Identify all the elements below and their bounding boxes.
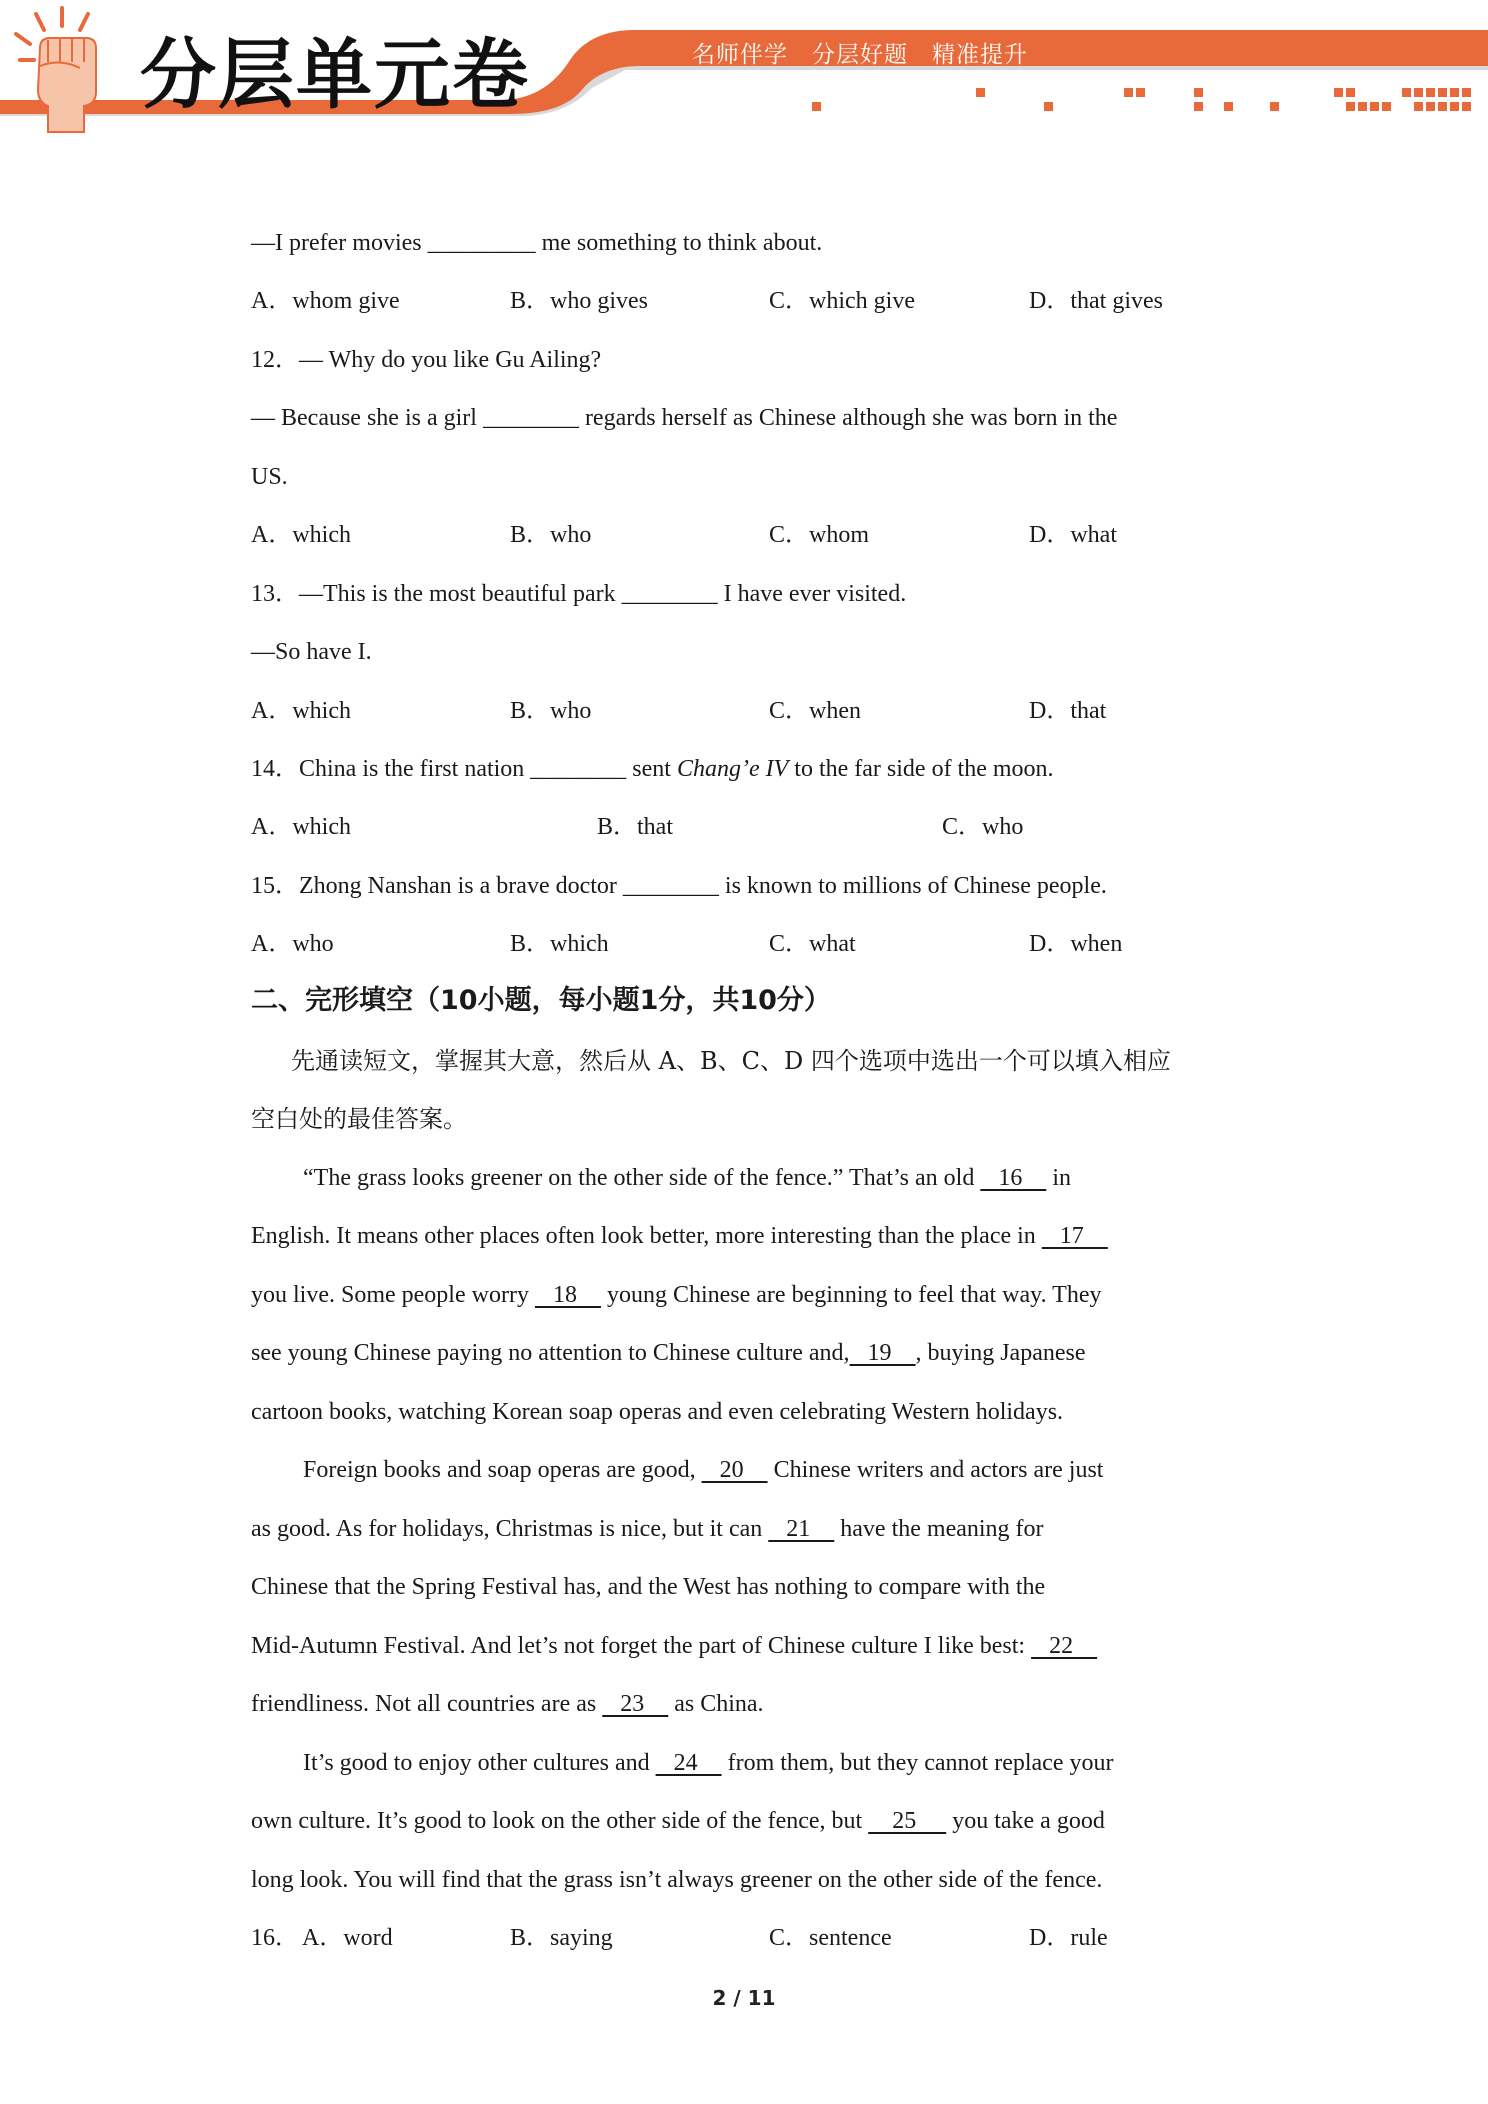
q14-stem-before: 14．China is the first nation ________ sent [251,756,677,782]
q13-line1: 13．—This is the most beautiful park ________ I have ever visited. [251,581,907,607]
blank-20[interactable]: 20 [701,1457,768,1483]
q12-option-b[interactable]: B．who [510,522,592,548]
q16-number: 16． [251,1925,299,1951]
passage-p2-line2 [251,1514,1044,1544]
blank-18[interactable]: 18 [534,1282,601,1308]
q12-option-c[interactable]: C．whom [769,522,870,548]
page-number: 2 / 11 [712,1986,776,2010]
blank-19[interactable]: 19 [849,1340,916,1366]
q11-option-a[interactable]: A．whom give [251,288,400,314]
text: in [1046,1165,1071,1191]
q11-option-b[interactable]: B．who gives [510,288,648,314]
passage-p3-line3: long look. You will find that the grass isn’t always greener on the other side of the fence. [251,1867,1103,1893]
header-slogan: 名师伴学 分层好题 精准提升 [692,42,1028,68]
q14-option-a[interactable]: A．which [251,814,351,840]
q11-stem: —I prefer movies _________ me something to think about. [251,230,823,256]
q13-line2: —So have I. [251,639,372,665]
section-title: 二、完形填空（10小题，每小题1分，共10分） [251,985,831,1016]
q12-option-a[interactable]: A．which [251,522,351,548]
text: English. It means other places often look better, more interesting than the place in [251,1223,1042,1249]
q16-option-b[interactable]: B．saying [510,1925,613,1951]
text: from them, but they cannot replace your [721,1750,1114,1776]
blank-24[interactable]: 24 [655,1750,722,1776]
section-instruction-1: 先通读短文，掌握其大意，然后从 A、B、C、D 四个选项中选出一个可以填入相应 [291,1047,1171,1075]
passage-p1-line4 [251,1338,1086,1368]
q16-option-d[interactable]: D．rule [1029,1925,1108,1951]
blank-21[interactable]: 21 [768,1516,835,1542]
text: have the meaning for [834,1516,1044,1542]
passage-p2-line4 [251,1631,1097,1661]
text: see young Chinese paying no attention to Chinese culture and, [251,1340,850,1366]
text: young Chinese are beginning to feel that way. They [600,1282,1102,1308]
text: It’s good to enjoy other cultures and [303,1750,656,1776]
q13-option-d[interactable]: D．that [1029,698,1107,724]
text: Foreign books and soap operas are good, [303,1457,702,1483]
q15-option-d[interactable]: D．when [1029,931,1123,957]
q13-option-b[interactable]: B．who [510,698,592,724]
q15-stem: 15．Zhong Nanshan is a brave doctor ________ is known to millions of Chinese people. [251,873,1107,899]
q12-line1: 12．— Why do you like Gu Ailing? [251,347,602,373]
q15-option-c[interactable]: C．what [769,931,856,957]
q16-option-a[interactable]: A．word [302,1925,393,1951]
q14-option-c[interactable]: C．who [942,814,1024,840]
q15-option-a[interactable]: A．who [251,931,334,957]
text: “The grass looks greener on the other side of the fence.” That’s an old [303,1165,981,1191]
text: Chinese writers and actors are just [767,1457,1104,1483]
text: Mid-Autumn Festival. And let’s not forget the part of Chinese culture I like best: [251,1633,1032,1659]
passage-p3-line1 [303,1748,1113,1778]
brand-title: 分层单元卷 [140,30,530,119]
blank-22[interactable]: 22 [1031,1633,1098,1659]
q14-stem [251,754,1054,784]
q16-option-c[interactable]: C．sentence [769,1925,892,1951]
q14-stem-italic: Chang’e IV [676,756,789,782]
passage-p1-line1 [303,1163,1071,1193]
blank-16[interactable]: 16 [980,1165,1047,1191]
text: friendliness. Not all countries are as [251,1691,603,1717]
q12-line2: — Because she is a girl ________ regards herself as Chinese although she was born in the [251,405,1118,431]
blank-25[interactable]: 25 [868,1808,947,1834]
q14-option-b[interactable]: B．that [597,814,673,840]
q15-option-b[interactable]: B．which [510,931,609,957]
passage-p2-line3: Chinese that the Spring Festival has, and the West has nothing to compare with the [251,1574,1046,1600]
q11-option-d[interactable]: D．that gives [1029,288,1163,314]
q11-option-c[interactable]: C．which give [769,288,915,314]
text: as good. As for holidays, Christmas is nice, but it can [251,1516,769,1542]
q13-option-c[interactable]: C．when [769,698,861,724]
blank-17[interactable]: 17 [1041,1223,1108,1249]
section-instruction-2: 空白处的最佳答案。 [251,1105,467,1133]
passage-p1-line3 [251,1280,1101,1310]
text: you take a good [946,1808,1105,1834]
passage-p1-line2 [251,1221,1108,1251]
q12-option-d[interactable]: D．what [1029,522,1117,548]
q13-option-a[interactable]: A．which [251,698,351,724]
passage-p3-line2 [251,1806,1105,1836]
blank-23[interactable]: 23 [602,1691,669,1717]
q14-stem-after: to the far side of the moon. [788,756,1054,782]
passage-p2-line5 [251,1689,764,1719]
passage-p1-line5: cartoon books, watching Korean soap operas and even celebrating Western holidays. [251,1399,1064,1425]
text: , buying Japanese [915,1340,1086,1366]
text: as China. [668,1691,764,1717]
text: you live. Some people worry [251,1282,535,1308]
passage-p2-line1 [303,1455,1103,1485]
q12-line3: US. [251,464,288,490]
text: own culture. It’s good to look on the other side of the fence, but [251,1808,869,1834]
header-banner [0,0,1488,150]
